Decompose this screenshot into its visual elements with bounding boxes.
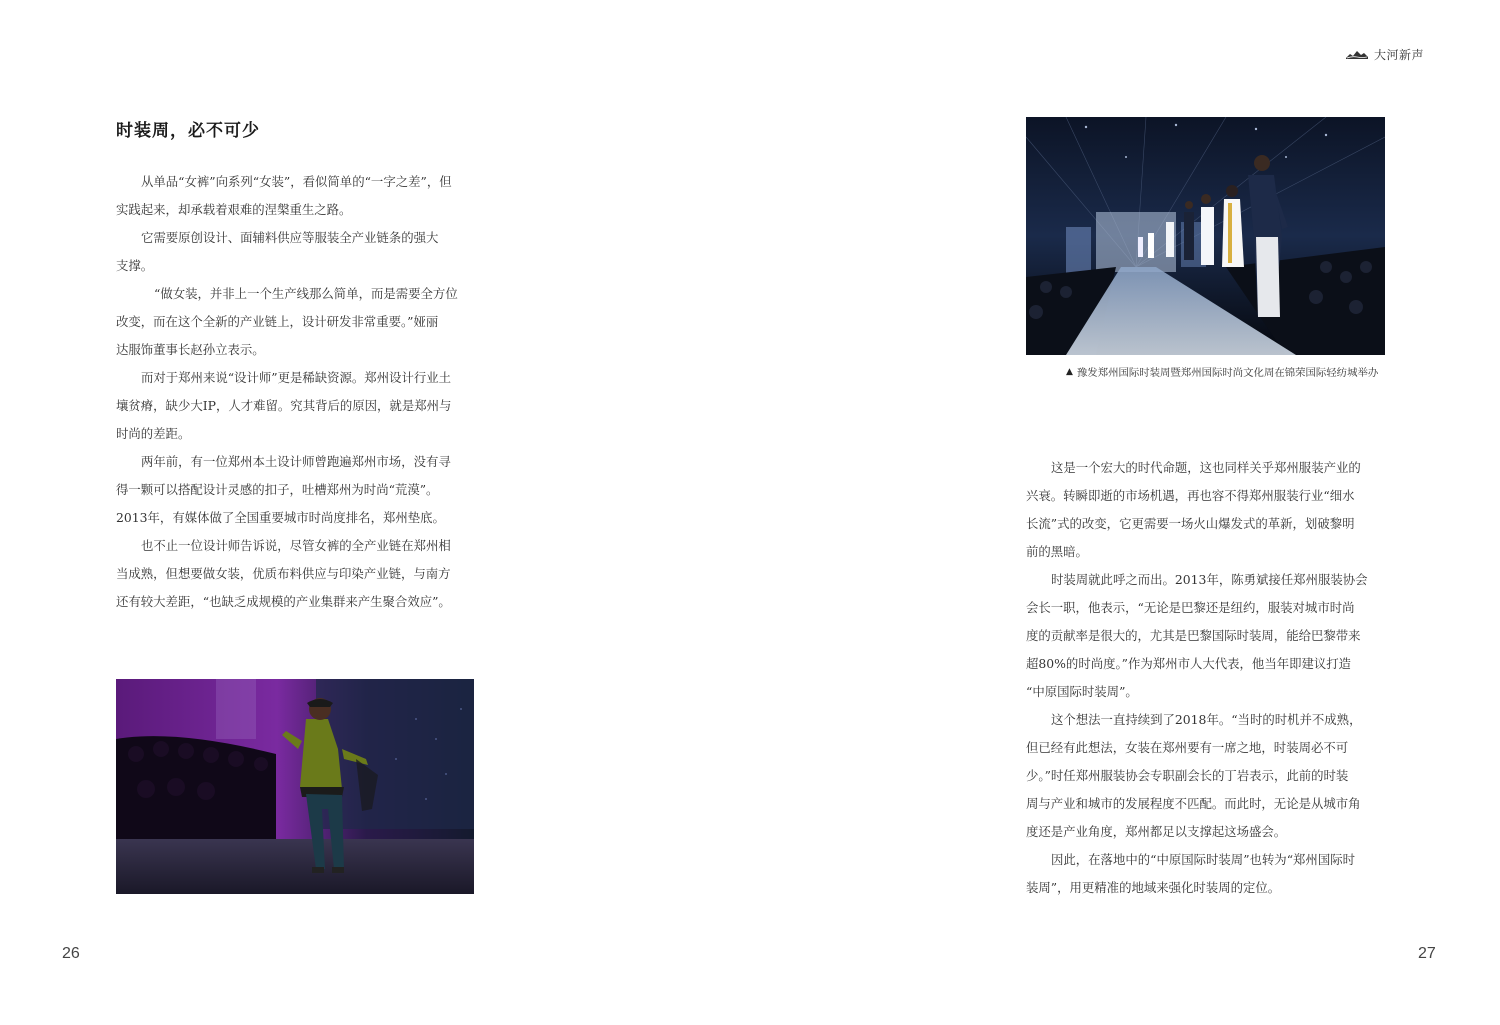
caption-triangle-icon: ▲ <box>1066 366 1073 377</box>
text-line: 支撑。 <box>116 258 154 273</box>
text-line: 装周”，用更精准的地域来强化时装周的定位。 <box>1026 880 1281 895</box>
text-line: 因此，在落地中的“中原国际时装周”也转为“郑州国际时 <box>1051 852 1355 867</box>
right-body-text <box>1026 454 1384 902</box>
running-header <box>1346 44 1466 64</box>
page-number-left: 26 <box>62 945 80 962</box>
photo-caption <box>1066 364 1386 379</box>
section-title: 时装周，必不可少 <box>116 121 260 141</box>
text-line: 这是一个宏大的时代命题，这也同样关乎郑州服装产业的 <box>1051 460 1361 475</box>
text-line: 超80%的时尚度。”作为郑州市人大代表，他当年即建议打造 <box>1026 656 1352 671</box>
runway-show-photo <box>1026 117 1385 355</box>
text-line: 而对于郑州来说“设计师”更是稀缺资源。郑州设计行业土 <box>141 370 452 385</box>
page-number-right: 27 <box>1418 945 1436 962</box>
text-line: 当成熟，但想要做女装，优质布料供应与印染产业链，与南方 <box>116 566 451 581</box>
text-line: 这个想法一直持续到了2018年。“当时的时机并不成熟， <box>1051 712 1362 727</box>
mountain-wave-icon <box>1346 49 1368 59</box>
text-line: “做女装，并非上一个生产线那么简单，而是需要全方位 <box>154 286 458 301</box>
text-line: 会长一职，他表示，“无论是巴黎还是纽约，服装对城市时尚 <box>1026 600 1355 615</box>
text-line: 也不止一位设计师告诉说，尽管女裤的全产业链在郑州相 <box>141 538 451 553</box>
text-line: 长流”式的改变，它更需要一场火山爆发式的革新，划破黎明 <box>1026 516 1355 531</box>
text-line: 从单品“女裤”向系列“女装”，看似简单的“一字之差”，但 <box>141 174 452 189</box>
text-line: 少。”时任郑州服装协会专职副会长的丁岩表示，此前的时装 <box>1026 768 1349 783</box>
runway-model-photo <box>116 679 474 894</box>
text-line: “中原国际时装周”。 <box>1026 684 1138 699</box>
text-line: 它需要原创设计、面辅料供应等服装全产业链条的强大 <box>141 230 439 245</box>
text-line: 兴衰。转瞬即逝的市场机遇，再也容不得郑州服装行业“细水 <box>1026 488 1355 503</box>
text-line: 实践起来，却承载着艰难的涅槃重生之路。 <box>116 202 352 217</box>
left-body-text <box>116 168 474 616</box>
text-line: 度的贡献率是很大的，尤其是巴黎国际时装周，能给巴黎带来 <box>1026 628 1361 643</box>
text-line: 两年前，有一位郑州本土设计师曾跑遍郑州市场，没有寻 <box>141 454 451 469</box>
text-line: 周与产业和城市的发展程度不匹配。而此时，无论是从城市角 <box>1026 796 1361 811</box>
text-line: 改变，而在这个全新的产业链上，设计研发非常重要。”娅丽 <box>116 314 439 329</box>
caption-text: 豫发郑州国际时装周暨郑州国际时尚文化周在锦荣国际轻纺城举办 <box>1076 367 1379 379</box>
text-line: 达服饰董事长赵孙立表示。 <box>116 342 265 357</box>
text-line: 还有较大差距，“也缺乏成规模的产业集群来产生聚合效应”。 <box>116 594 451 609</box>
text-line: 壤贫瘠，缺少大IP，人才难留。究其背后的原因，就是郑州与 <box>116 398 452 413</box>
text-line: 前的黑暗。 <box>1026 544 1088 559</box>
publication-name: 大河新声 <box>1374 47 1425 62</box>
text-line: 但已经有此想法，女装在郑州要有一席之地，时装周必不可 <box>1026 740 1349 755</box>
text-line: 度还是产业角度，郑州都足以支撑起这场盛会。 <box>1026 824 1287 839</box>
text-line: 时装周就此呼之而出。2013年，陈勇斌接任郑州服装协会 <box>1051 572 1368 587</box>
text-line: 得一颗可以搭配设计灵感的扣子，吐槽郑州为时尚“荒漠”。 <box>116 482 439 497</box>
text-line: 2013年，有媒体做了全国重要城市时尚度排名，郑州垫底。 <box>116 510 445 525</box>
text-line: 时尚的差距。 <box>116 426 191 441</box>
